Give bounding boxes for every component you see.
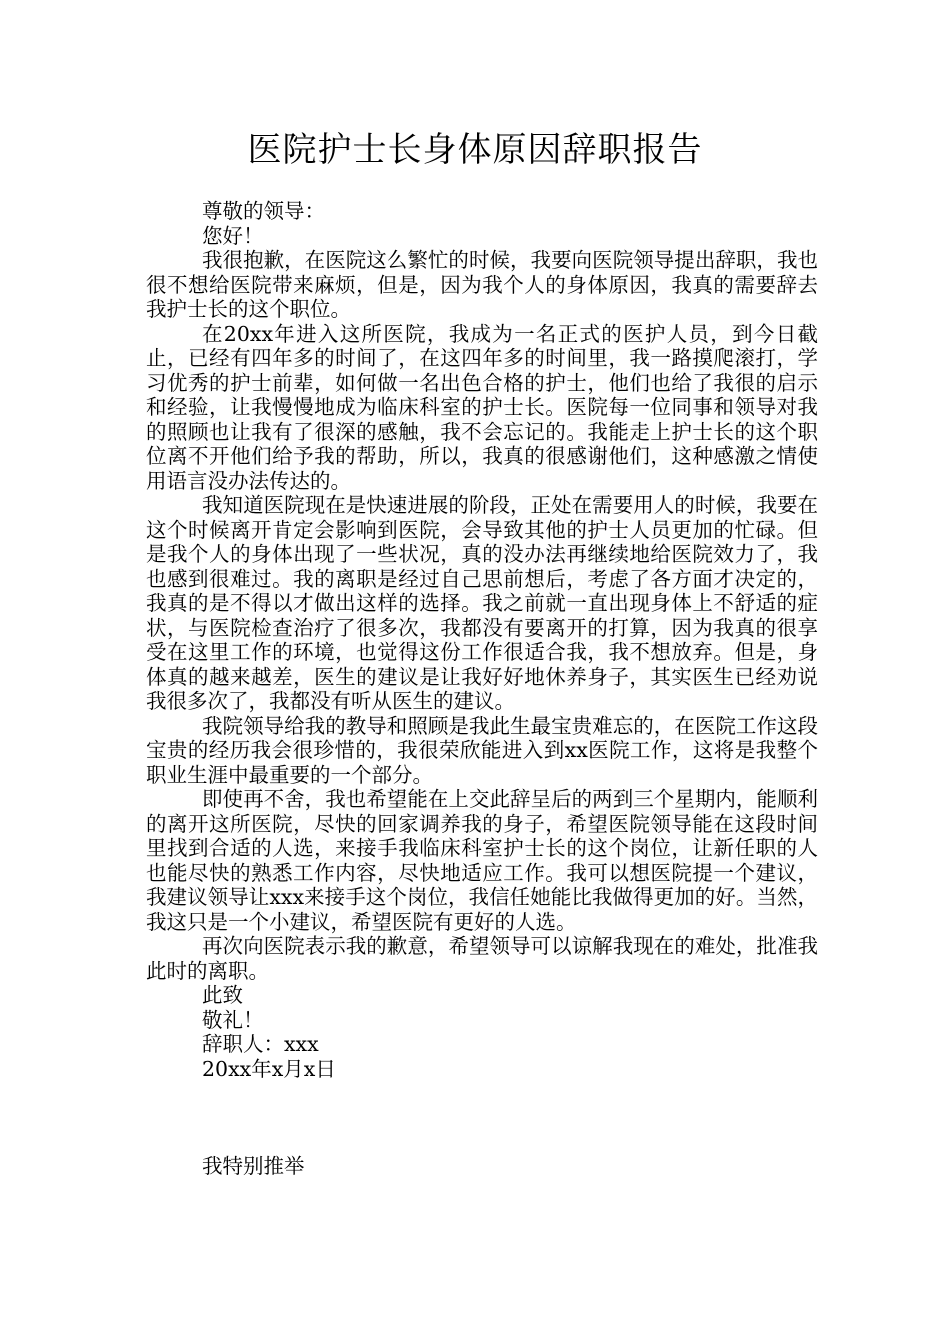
spacer: [146, 1081, 818, 1154]
paragraph-1: 我很抱歉，在医院这么繁忙的时候，我要向医院领导提出辞职，我也很不想给医院带来麻烦，但是，因为我个人的身体原因，我真的需要辞去我护士长的这个职位。: [146, 248, 818, 321]
salutation: 尊敬的领导：: [202, 199, 325, 223]
paragraph-5: 即使再不舍，我也希望能在上交此辞呈后的两到三个星期内，能顺利的离开这所医院，尽快的回家调养我的身子，希望医院领导能在这段时间里找到合适的人选，来接手我临床科室护士长的这个岗位，让新任职的人也能尽快的熟悉工作内容，尽快地适应工作。我可以想医院提一个建议，我建议领导让xxx来接手这个岗位，我信任她能比我做得更加的好。当然，我这只是一个小建议，希望医院有更好的人选。: [146, 787, 818, 934]
regards: 敬礼！: [202, 1007, 264, 1032]
paragraph-2: 在20xx年进入这所医院，我成为一名正式的医护人员，到今日截止，已经有四年多的时间了，在这四年多的时间里，我一路摸爬滚打，学习优秀的护士前辈，如何做一名出色合格的护士，他们也给了我很的启示和经验，让我慢慢地成为临床科室的护士长。医院每一位同事和领导对我的照顾也让我有了很深的感触，我不会忘记的。我能走上护士长的这个职位离不开他们给予我的帮助，所以，我真的很感谢他们，这种感激之情使用语言没办法传达的。: [146, 321, 818, 493]
greeting: 您好！: [202, 223, 264, 248]
document-body: [146, 199, 818, 1179]
date: 20xx年x月x日: [202, 1056, 336, 1081]
paragraph-4: 我院领导给我的教导和照顾是我此生最宝贵难忘的，在医院工作这段宝贵的经历我会很珍惜的，我很荣欣能进入到xx医院工作，这将是我整个职业生涯中最重要的一个部分。: [146, 713, 818, 787]
footer-note: 我特别推举: [202, 1154, 305, 1178]
document-title: 医院护士长身体原因辞职报告: [247, 130, 703, 170]
paragraph-6: 再次向医院表示我的歉意，希望领导可以谅解我现在的难处，批准我此时的离职。: [146, 934, 818, 983]
closing: 此致: [202, 983, 243, 1007]
paragraph-3: 我知道医院现在是快速进展的阶段，正处在需要用人的时候，我要在这个时候离开肯定会影响到医院，会导致其他的护士人员更加的忙碌。但是我个人的身体出现了一些状况，真的没办法再继续地给医院效力了，我也感到很难过。我的离职是经过自己思前想后，考虑了各方面才决定的，我真的是不得以才做出这样的选择。我之前就一直出现身体上不舒适的症状，与医院检查治疗了很多次，我都没有要离开的打算，因为我真的很享受在这里工作的环境，也觉得这份工作很适合我，我不想放弃。但是，身体真的越来越差，医生的建议是让我好好地休养身子，其实医生已经劝说我很多次了，我都没有听从医生的建议。: [146, 493, 818, 713]
signature: 辞职人：xxx: [202, 1032, 319, 1056]
